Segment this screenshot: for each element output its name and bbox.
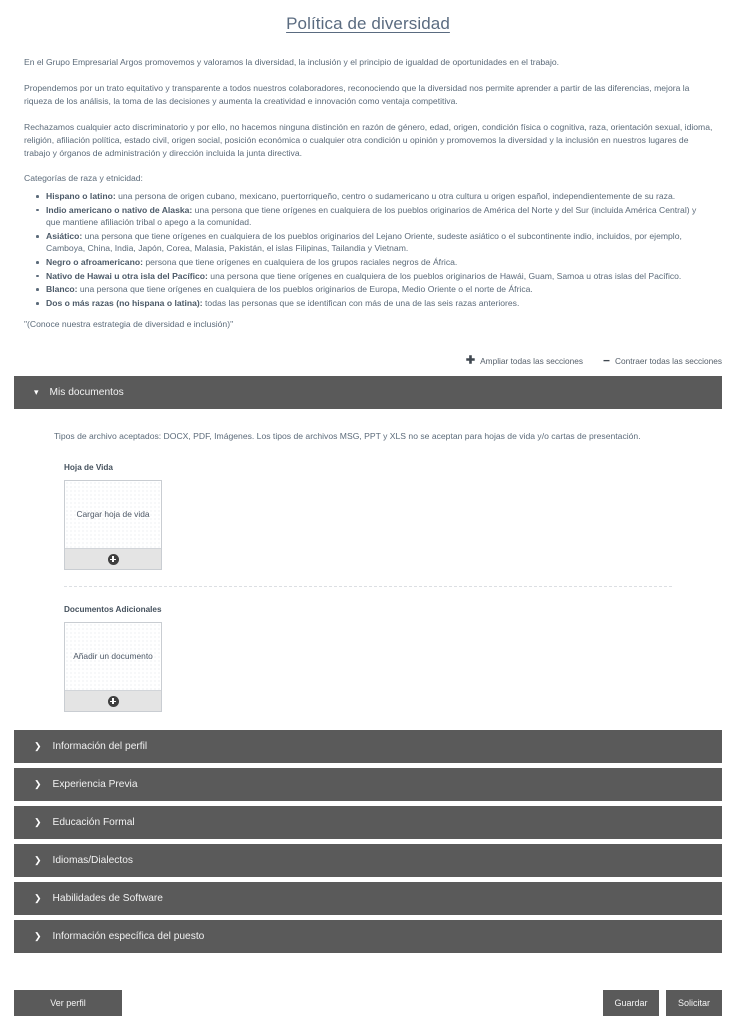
list-item [46, 190, 722, 203]
race-term: Dos o más razas (no hispana o latina): [46, 297, 203, 308]
view-profile-button[interactable]: Ver perfil [14, 990, 122, 1016]
race-definition: una persona que tiene orígenes en cualquiera de los pueblos originarios del Lejano Oriente, sudeste asiático o el subcontinente indio, incluidos, por ejemplo, Camboya, China, India, Japón, Corea, Malasia, Pakistán, el islas Filipinas, Tailandia y Vietnam. [46, 230, 682, 254]
accordion-header-informacion-especifica-del-puesto[interactable] [14, 920, 722, 953]
chevron-right-icon: ❯ [34, 779, 42, 790]
policy-paragraph-3: Rechazamos cualquier acto discriminatorio y por ello, no hacemos ninguna distinción en razón de género, edad, origen, condición física o cognitiva, raza, orientación sexual, idioma, religión, afiliación política, estado civil, origen social, posición económica o cualquier otra condición u opinión y promovemos la diversidad y la inclusión en nuestros lugares de trabajo y órganos de administración y dirección incluida la junta directiva. [24, 122, 713, 158]
race-definition: una persona que tiene orígenes en cualquiera de los pueblos originarios de Europa, Medio Oriente o el norte de África. [77, 284, 533, 295]
accordion-header-idiomas-dialectos[interactable] [14, 844, 722, 877]
race-term: Nativo de Hawai u otra isla del Pacífico: [46, 270, 208, 281]
race-definition: una persona de origen cubano, mexicano, puertorriqueño, centro o sudamericano u otra cultura u origen español, independientemente de su raza. [115, 191, 676, 201]
list-item [46, 230, 722, 255]
race-definition: todas las personas que se identifican con más de una de las seis razas anteriores. [202, 297, 520, 308]
accordion-title: Mis documentos [49, 387, 124, 399]
race-term: Asiático: [46, 230, 83, 241]
plus-circle-icon [108, 696, 119, 707]
race-term: Blanco: [46, 284, 78, 295]
upload-caption: Documentos Adicionales [64, 605, 162, 615]
list-item [46, 204, 722, 229]
mis-documentos-panel [14, 409, 722, 726]
form-footer-bar [0, 990, 736, 1016]
upload-dropzone-label: Añadir un documento [73, 651, 153, 662]
accordion-title: Experiencia Previa [52, 779, 138, 791]
page-title: Política de diversidad [286, 14, 450, 33]
race-term: Indio americano o nativo de Alaska: [46, 204, 193, 215]
upload-card-hoja-de-vida[interactable] [64, 480, 162, 570]
accepted-file-types-text: Tipos de archivo aceptados: DOCX, PDF, Imágenes. Los tipos de archivos MSG, PPT y XLS no se aceptan para hojas de vida y/o cartas de presentación. [54, 431, 641, 442]
race-definition: persona que tiene orígenes en cualquiera de los grupos raciales negros de África. [142, 256, 458, 267]
accordion-title: Habilidades de Software [52, 893, 163, 905]
application-accordion [0, 376, 736, 953]
policy-paragraph-2: Propendemos por un trato equitativo y transparente a todos nuestros colaboradores, reconociendo que la diversidad nos permite aprender a partir de las diferencias, mejora la riqueza de los análisis, la toma de las decisiones y aumenta la creatividad e innovación como ventaja competitiva. [24, 83, 690, 106]
collapsed-sections-list [14, 730, 722, 953]
plus-icon: ✚ [465, 354, 476, 367]
list-item [46, 283, 722, 296]
collapse-all-sections-button[interactable] [603, 355, 722, 367]
accordion-title: Idiomas/Dialectos [52, 855, 133, 867]
list-item [46, 270, 722, 283]
minus-icon: − [602, 353, 610, 368]
list-item [46, 297, 722, 310]
chevron-down-icon: ▾ [34, 387, 39, 398]
upload-card-documentos-adicionales[interactable] [64, 622, 162, 712]
accordion-title: Educación Formal [52, 817, 135, 829]
upload-group-hoja-de-vida [14, 463, 722, 570]
apply-button[interactable]: Solicitar [666, 990, 722, 1016]
policy-closing-note: "(Conoce nuestra estrategia de diversidad e inclusión)" [24, 319, 234, 330]
expand-all-label: Ampliar todas las secciones [480, 356, 583, 367]
diversity-policy-section [0, 0, 736, 329]
upload-caption: Hoja de Vida [64, 463, 113, 473]
chevron-right-icon: ❯ [34, 931, 42, 942]
chevron-right-icon: ❯ [34, 817, 42, 828]
race-categories-list [14, 190, 722, 309]
accordion-header-mis-documentos[interactable] [14, 376, 722, 409]
footer-action-group [603, 990, 722, 1016]
accordion-title: Información específica del puesto [52, 931, 205, 943]
race-term: Hispano o latino: [46, 191, 116, 201]
upload-dropzone[interactable] [65, 481, 161, 548]
chevron-right-icon: ❯ [34, 855, 42, 866]
accordion-header-informacion-del-perfil[interactable] [14, 730, 722, 763]
upload-dropzone-label: Cargar hoja de vida [76, 509, 150, 520]
upload-group-documentos-adicionales [14, 605, 722, 712]
upload-dropzone[interactable] [65, 623, 161, 690]
upload-divider [64, 586, 672, 587]
policy-paragraph-1: En el Grupo Empresarial Argos promovemos y valoramos la diversidad, la inclusión y el principio de igualdad de oportunidades en el trabajo. [24, 57, 560, 67]
add-hoja-de-vida-button[interactable] [65, 548, 161, 569]
race-categories-label: Categorías de raza y etnicidad: [24, 173, 143, 183]
list-item [46, 256, 722, 269]
race-definition: una persona que tiene orígenes en cualquiera de los pueblos originarios de Hawái, Guam, Samoa u otras islas del Pacífico. [207, 270, 682, 281]
expand-all-sections-button[interactable] [466, 356, 583, 367]
accordion-header-experiencia-previa[interactable] [14, 768, 722, 801]
plus-circle-icon [108, 554, 119, 565]
race-definition: una persona que tiene orígenes en cualquiera de los pueblos originarios de América del Norte y del Sur (incluida América Central) y que mantiene afiliación tribal o apego a la comunidad. [46, 204, 697, 228]
add-documento-button[interactable] [65, 690, 161, 711]
chevron-right-icon: ❯ [34, 741, 42, 752]
section-toggle-toolbar [0, 329, 736, 376]
accordion-title: Información del perfil [52, 741, 148, 753]
accordion-header-educacion-formal[interactable] [14, 806, 722, 839]
save-button[interactable]: Guardar [603, 990, 659, 1016]
race-term: Negro o afroamericano: [46, 256, 143, 267]
chevron-right-icon: ❯ [34, 893, 42, 904]
collapse-all-label: Contraer todas las secciones [615, 356, 722, 367]
accordion-header-habilidades-de-software[interactable] [14, 882, 722, 915]
